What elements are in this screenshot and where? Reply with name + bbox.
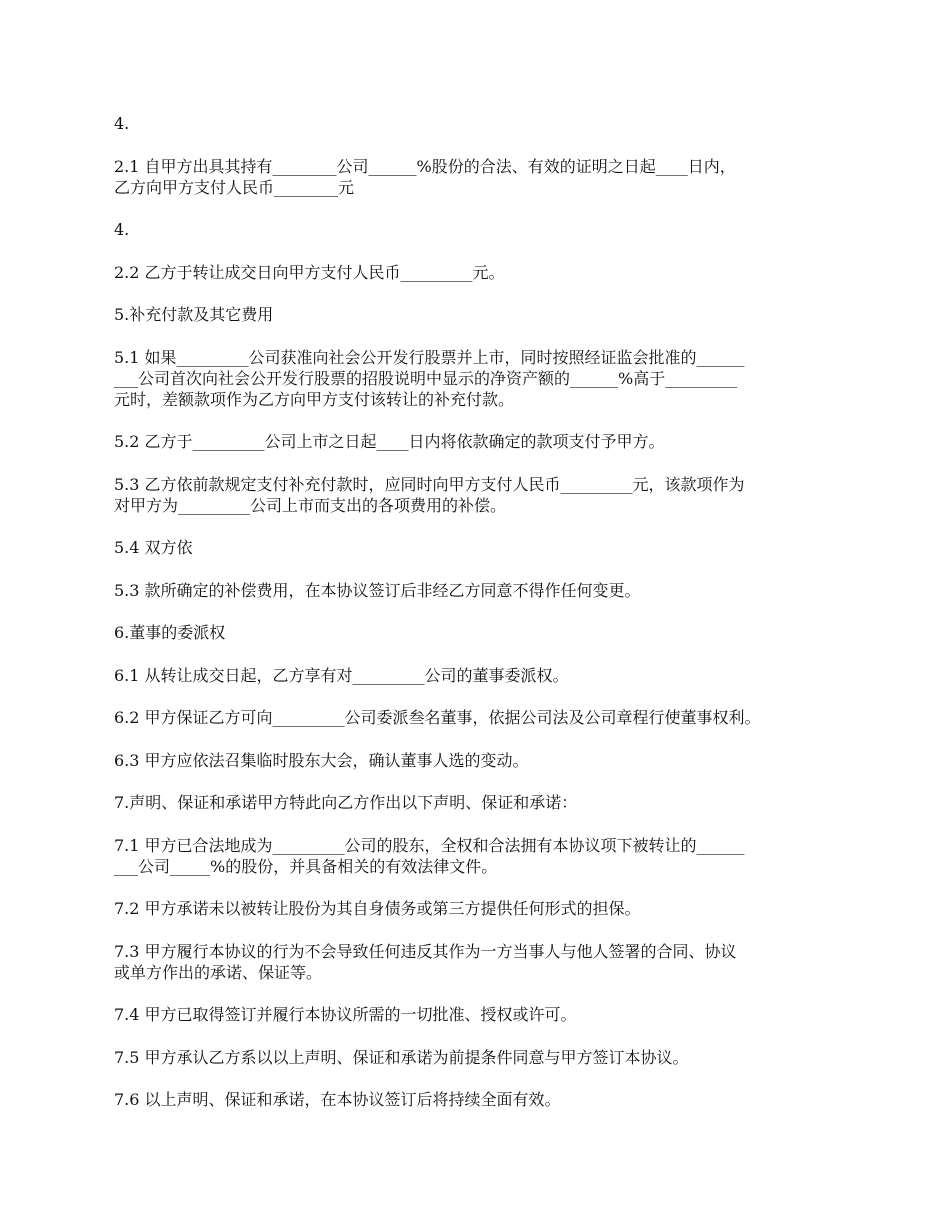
paragraph-line: 7.5 甲方承认乙方系以以上声明、保证和承诺为前提条件同意与甲方签订本协议。 [114,1047,689,1067]
paragraph-line: 对甲方为_________公司上市而支出的各项费用的补偿。 [114,495,507,515]
paragraph-line: 5.2 乙方于_________公司上市之日起____日内将依款确定的款项支付予甲方。 [114,432,665,451]
paragraph-line: ___公司_____%的股份，并具备相关的有效法律文件。 [114,856,498,876]
paragraph-p11 [114,622,854,643]
paragraph-p05 [114,304,854,325]
paragraph-line: ___公司首次向社会公开发行股票的招股说明中显示的净资产额的______%高于_________ [114,368,738,388]
paragraph-line: 7.声明、保证和承诺甲方特此向乙方作出以下声明、保证和承诺： [114,793,578,812]
paragraph-p17 [114,898,854,919]
paragraph-p04 [114,262,854,283]
paragraph-p16 [114,835,854,877]
paragraph-p09 [114,537,854,558]
paragraph-p10 [114,580,854,601]
paragraph-p03 [114,219,854,240]
paragraph-p12 [114,665,854,686]
paragraph-p13 [114,707,854,728]
paragraph-line: 5.3 乙方依前款规定支付补充付款时，应同时向甲方支付人民币_________元，该款项作为 [114,474,745,494]
paragraph-line: 2.2 乙方于转让成交日向甲方支付人民币_________元。 [114,262,505,282]
paragraph-line: 2.1 自甲方出具其持有________公司______%股份的合法、有效的证明之日起____日内， [114,156,736,176]
paragraph-line: 6.董事的委派权 [114,623,226,642]
paragraph-line: 7.2 甲方承诺未以被转让股份为其自身债务或第三方提供任何形式的担保。 [114,899,641,918]
paragraph-p14 [114,750,854,771]
paragraph-line: 5.4 双方依 [114,538,193,557]
paragraph-line: 或单方作出的承诺、保证等。 [114,962,323,982]
paragraph-line: 乙方向甲方支付人民币________元 [114,177,355,197]
paragraph-line: 5.3 款所确定的补偿费用，在本协议签订后非经乙方同意不得作任何变更。 [114,580,641,600]
paragraph-line: 6.1 从转让成交日起，乙方享有对_________公司的董事委派权。 [114,665,569,685]
paragraph-line: 4. [114,114,130,133]
paragraph-line: 5.补充付款及其它费用 [114,305,274,324]
paragraph-p08 [114,474,854,516]
paragraph-line: 元时，差额款项作为乙方向甲方支付该转让的补充付款。 [114,389,515,409]
paragraph-p02 [114,156,854,198]
paragraph-p06 [114,347,854,410]
paragraph-p21 [114,1089,854,1110]
paragraph-p18 [114,941,854,983]
paragraph-p19 [114,1004,854,1025]
paragraph-line: 5.1 如果_________公司获准向社会公开发行股票并上市，同时按照经证监会批准的______ [114,347,745,367]
paragraph-line: 6.3 甲方应依法召集临时股东大会，确认董事人选的变动。 [114,750,529,770]
paragraph-p01 [114,113,854,134]
paragraph-line: 7.1 甲方已合法地成为_________公司的股东，全权和合法拥有本协议项下被转让的______ [114,835,745,855]
paragraph-line: 7.4 甲方已取得签订并履行本协议所需的一切批准、授权或许可。 [114,1005,577,1024]
paragraph-line: 7.3 甲方履行本协议的行为不会导致任何违反其作为一方当事人与他人签署的合同、协议 [114,941,737,961]
paragraph-p07 [114,431,854,452]
paragraph-line: 6.2 甲方保证乙方可向_________公司委派叁名董事，依据公司法及公司章程行使董事权利。 [114,708,761,727]
paragraph-line: 4. [114,220,130,239]
paragraph-p20 [114,1047,854,1068]
document-body [114,113,854,1132]
paragraph-line: 7.6 以上声明、保证和承诺，在本协议签订后将持续全面有效。 [114,1090,561,1109]
paragraph-p15 [114,792,854,813]
